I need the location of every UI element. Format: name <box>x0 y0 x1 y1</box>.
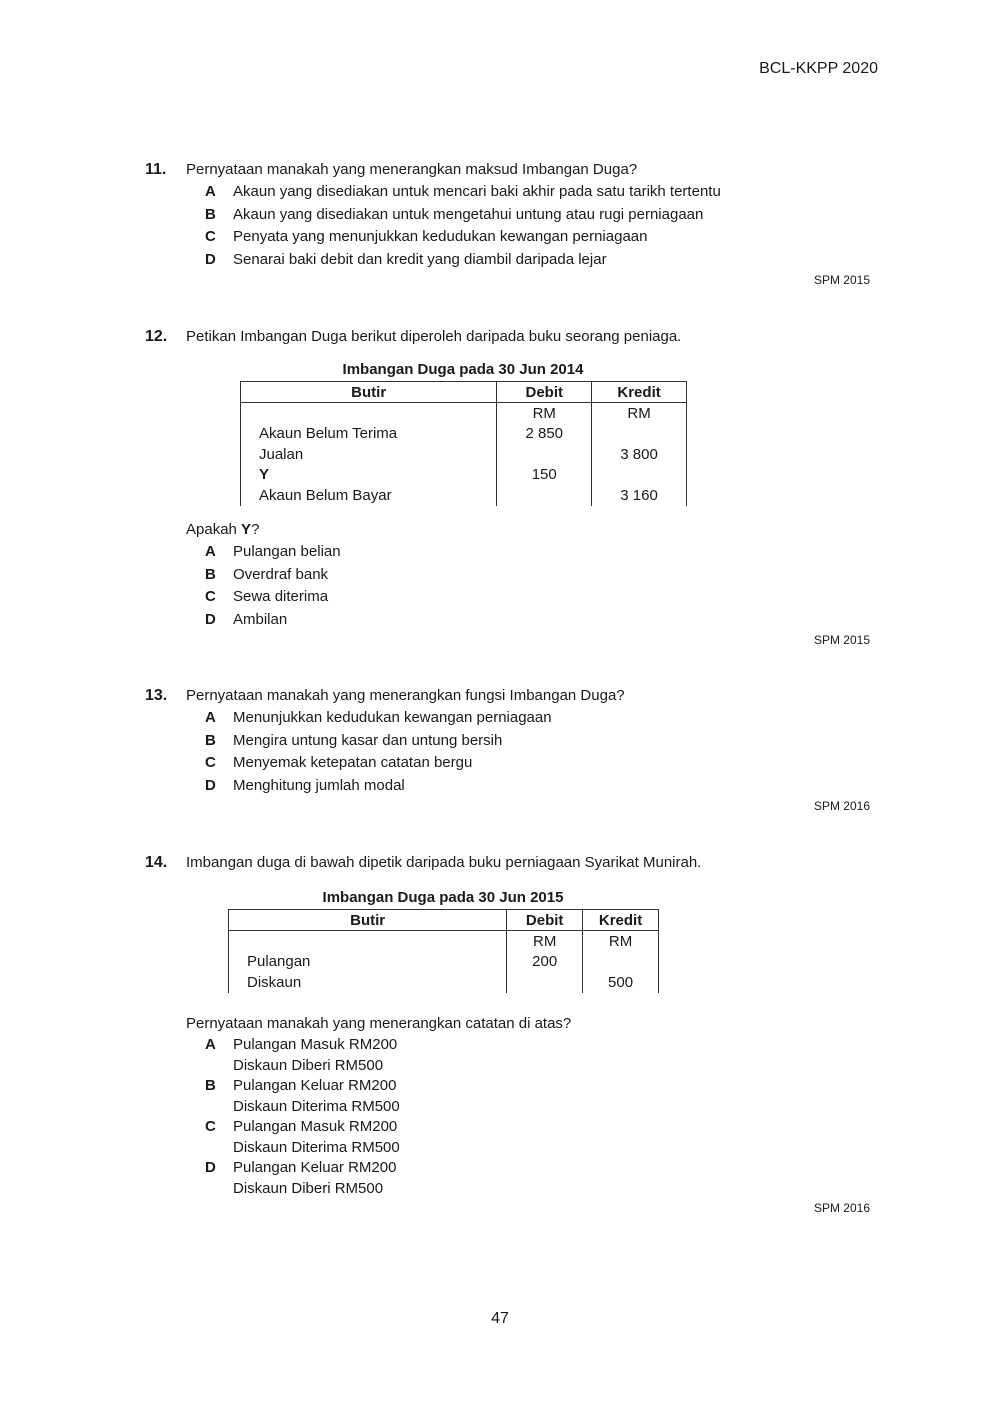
table-cell <box>497 485 592 506</box>
table-cell: 150 <box>497 465 592 486</box>
option-letter: D <box>205 1159 216 1176</box>
table-row <box>241 424 687 445</box>
option-text: Diskaun Diterima RM500 <box>233 1097 400 1115</box>
table-cell: Jualan <box>241 444 497 465</box>
table-cell: Diskaun <box>229 972 507 993</box>
table-cell: RM <box>507 931 583 952</box>
option-letter: C <box>205 1118 216 1135</box>
option-letter: B <box>205 565 216 583</box>
option-text: Pulangan Keluar RM200 <box>233 1159 397 1176</box>
table-row <box>241 403 687 424</box>
table-cell: Akaun Belum Terima <box>241 424 497 445</box>
question-text: Petikan Imbangan Duga berikut diperoleh daripada buku seorang peniaga. <box>186 328 682 345</box>
option-letter: A <box>205 709 216 726</box>
column-header-butir: Butir <box>241 382 497 403</box>
table-cell <box>507 972 583 993</box>
table-cell: Pulangan <box>229 952 507 973</box>
column-header-kredit: Kredit <box>583 910 659 931</box>
trial-balance-table-2015 <box>228 909 659 993</box>
option-text: Ambilan <box>233 610 288 628</box>
column-header-debit: Debit <box>497 382 592 403</box>
question-number: 13. <box>145 687 168 704</box>
option-letter: A <box>205 543 216 560</box>
question-12-options <box>145 519 875 647</box>
option-letter: D <box>205 250 216 268</box>
table-cell: 3 160 <box>592 485 687 506</box>
question-text: Imbangan duga di bawah dipetik daripada buku perniagaan Syarikat Munirah. <box>186 854 702 871</box>
question-number: 11. <box>145 161 167 178</box>
option-letter: B <box>205 731 216 749</box>
option-text: Pulangan Masuk RM200 <box>233 1036 398 1053</box>
table-cell: RM <box>497 403 592 424</box>
question-prompt: Pernyataan manakah yang menerangkan catatan di atas? <box>186 1015 572 1032</box>
table-row <box>229 972 659 993</box>
table-row <box>241 444 687 465</box>
table-cell: RM <box>583 931 659 952</box>
column-header-kredit: Kredit <box>592 382 687 403</box>
option-text: Menghitung jumlah modal <box>233 776 405 794</box>
trial-balance-table-2014 <box>240 381 687 506</box>
option-text: Pulangan Masuk RM200 <box>233 1118 398 1135</box>
question-text: Pernyataan manakah yang menerangkan maksud Imbangan Duga? <box>186 161 638 178</box>
option-letter: B <box>205 205 216 223</box>
option-letter: C <box>205 754 216 771</box>
option-text: Menunjukkan kedudukan kewangan perniagaan <box>233 709 552 726</box>
option-text: Penyata yang menunjukkan kedudukan kewangan perniagaan <box>233 228 648 245</box>
table-cell: 2 850 <box>497 424 592 445</box>
table-cell: Akaun Belum Bayar <box>241 485 497 506</box>
table-row <box>229 952 659 973</box>
option-text: Senarai baki debit dan kredit yang diambil daripada lejar <box>233 250 607 268</box>
option-text: Pulangan belian <box>233 543 341 560</box>
option-letter: D <box>205 610 216 628</box>
table-cell <box>241 403 497 424</box>
source-label: SPM 2016 <box>813 1201 870 1215</box>
table-cell: 500 <box>583 972 659 993</box>
option-letter: A <box>205 183 216 200</box>
table-cell: RM <box>592 403 687 424</box>
table-cell <box>497 444 592 465</box>
option-text: Overdraf bank <box>233 565 329 583</box>
question-12 <box>145 326 875 348</box>
table-cell <box>592 424 687 445</box>
source-label: SPM 2015 <box>813 633 870 647</box>
table-row <box>229 931 659 952</box>
option-text: Sewa diterima <box>233 588 329 605</box>
option-letter: D <box>205 776 216 794</box>
question-number: 14. <box>145 854 168 871</box>
source-label: SPM 2015 <box>813 273 870 287</box>
option-text: Akaun yang disediakan untuk mengetahui untung atau rugi perniagaan <box>233 205 704 223</box>
question-number: 12. <box>145 328 168 345</box>
table-cell <box>583 952 659 973</box>
option-letter: C <box>205 228 216 245</box>
table-row <box>241 465 687 486</box>
option-text: Diskaun Diberi RM500 <box>233 1056 384 1074</box>
table-cell <box>592 465 687 486</box>
option-text: Diskaun Diberi RM500 <box>233 1179 384 1197</box>
document-code: BCL-KKPP 2020 <box>759 60 878 77</box>
option-text: Mengira untung kasar dan untung bersih <box>233 731 503 749</box>
option-letter: C <box>205 588 216 605</box>
question-14 <box>145 852 875 874</box>
option-letter: A <box>205 1036 216 1053</box>
option-text: Diskaun Diterima RM500 <box>233 1138 400 1156</box>
option-text: Pulangan Keluar RM200 <box>233 1077 397 1094</box>
question-13 <box>145 685 875 813</box>
table-row <box>241 485 687 506</box>
table-title: Imbangan Duga pada 30 Jun 2014 <box>342 361 584 378</box>
table-cell: Y <box>241 465 497 486</box>
question-text: Pernyataan manakah yang menerangkan fungsi Imbangan Duga? <box>186 687 625 704</box>
source-label: SPM 2016 <box>813 799 870 813</box>
column-header-debit: Debit <box>507 910 583 931</box>
option-text: Menyemak ketepatan catatan bergu <box>233 754 473 771</box>
column-header-butir: Butir <box>229 910 507 931</box>
option-letter: B <box>205 1077 216 1094</box>
table-cell: 3 800 <box>592 444 687 465</box>
table-title: Imbangan Duga pada 30 Jun 2015 <box>322 889 564 906</box>
page-number: 47 <box>491 1310 509 1327</box>
question-14-options <box>145 1013 875 1215</box>
question-prompt: Apakah Y? <box>186 521 260 538</box>
question-11 <box>145 159 875 287</box>
option-text: Akaun yang disediakan untuk mencari baki akhir pada satu tarikh tertentu <box>233 183 721 200</box>
table-cell <box>229 931 507 952</box>
table-cell: 200 <box>507 952 583 973</box>
